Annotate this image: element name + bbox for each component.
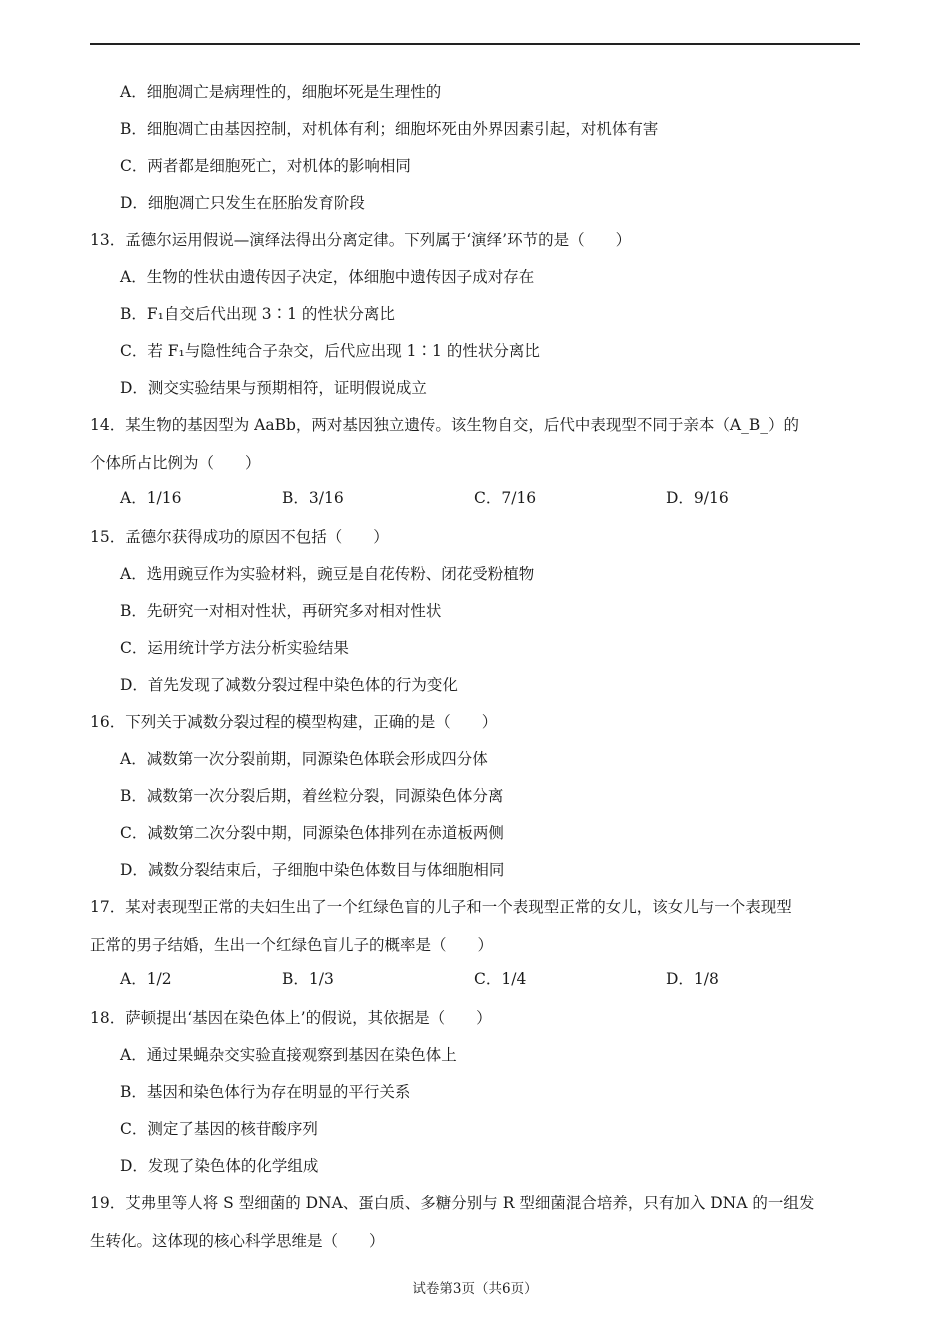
q18-option-b: B．基因和染色体行为存在明显的平行关系 xyxy=(120,1083,411,1101)
q16-stem: 16．下列关于减数分裂过程的模型构建，正确的是（ ） xyxy=(90,713,498,731)
q14-option-c: C．7/16 xyxy=(474,489,537,507)
q15-option-c: C．运用统计学方法分析实验结果 xyxy=(120,639,349,657)
q16-option-a: A．减数第一次分裂前期，同源染色体联会形成四分体 xyxy=(120,750,488,768)
q18-option-c: C．测定了基因的核苷酸序列 xyxy=(120,1120,318,1138)
q15-option-b: B．先研究一对相对性状，再研究多对相对性状 xyxy=(120,602,442,620)
q15-option-d: D．首先发现了减数分裂过程中染色体的行为变化 xyxy=(120,676,458,694)
page-footer: 试卷第3页（共6页） xyxy=(412,1281,538,1297)
q16-option-b: B．减数第一次分裂后期，着丝粒分裂，同源染色体分离 xyxy=(120,787,504,805)
q18-option-a: A．通过果蝇杂交实验直接观察到基因在染色体上 xyxy=(120,1046,457,1064)
q14-option-b: B．3/16 xyxy=(282,489,344,507)
q19-stem-line1: 19．艾弗里等人将 S 型细菌的 DNA、蛋白质、多糖分别与 R 型细菌混合培养，只有加入 DNA 的一组发 xyxy=(90,1194,815,1212)
q15-option-a: A．选用豌豆作为实验材料，豌豆是自花传粉、闭花受粉植物 xyxy=(120,565,535,583)
q19-stem-line2: 生转化。这体现的核心科学思维是（ ） xyxy=(90,1232,385,1250)
q17-stem-line1: 17．某对表现型正常的夫妇生出了一个红绿色盲的儿子和一个表现型正常的女儿，该女儿与一个表现型 xyxy=(90,898,792,916)
q18-stem: 18．萨顿提出‘基因在染色体上’的假说，其依据是（ ） xyxy=(90,1009,492,1027)
q12-option-a: A．细胞凋亡是病理性的，细胞坏死是生理性的 xyxy=(120,83,442,101)
q15-stem: 15．孟德尔获得成功的原因不包括（ ） xyxy=(90,528,389,546)
q13-option-a: A．生物的性状由遗传因子决定，体细胞中遗传因子成对存在 xyxy=(120,268,535,286)
q14-option-a: A．1/16 xyxy=(120,489,182,507)
q13-option-d: D．测交实验结果与预期相符，证明假说成立 xyxy=(120,379,427,397)
q13-option-c: C．若 F₁与隐性纯合子杂交，后代应出现 1∶1 的性状分离比 xyxy=(120,342,540,360)
q12-option-c: C．两者都是细胞死亡，对机体的影响相同 xyxy=(120,157,411,175)
q17-option-b: B．1/3 xyxy=(282,970,334,988)
q16-option-d: D．减数分裂结束后，子细胞中染色体数目与体细胞相同 xyxy=(120,861,505,879)
q16-option-c: C．减数第二次分裂中期，同源染色体排列在赤道板两侧 xyxy=(120,824,504,842)
q17-option-c: C．1/4 xyxy=(474,970,527,988)
q12-option-d: D．细胞凋亡只发生在胚胎发育阶段 xyxy=(120,194,365,212)
q13-option-b: B．F₁自交后代出现 3∶1 的性状分离比 xyxy=(120,305,395,323)
q17-stem-line2: 正常的男子结婚，生出一个红绿色盲儿子的概率是（ ） xyxy=(90,936,494,954)
header-rule xyxy=(90,43,860,45)
q14-stem-line1: 14．某生物的基因型为 AaBb，两对基因独立遗传。该生物自交，后代中表现型不同于亲本（A_B_）的 xyxy=(90,416,799,434)
q12-option-b: B．细胞凋亡由基因控制，对机体有利；细胞坏死由外界因素引起，对机体有害 xyxy=(120,120,659,138)
q13-stem: 13．孟德尔运用假说—演绎法得出分离定律。下列属于‘演绎’环节的是（ ） xyxy=(90,231,632,249)
q17-option-d: D．1/8 xyxy=(666,970,719,988)
q14-stem-line2: 个体所占比例为（ ） xyxy=(90,454,261,472)
q14-option-d: D．9/16 xyxy=(666,489,729,507)
q18-option-d: D．发现了染色体的化学组成 xyxy=(120,1157,319,1175)
q17-option-a: A．1/2 xyxy=(120,970,172,988)
